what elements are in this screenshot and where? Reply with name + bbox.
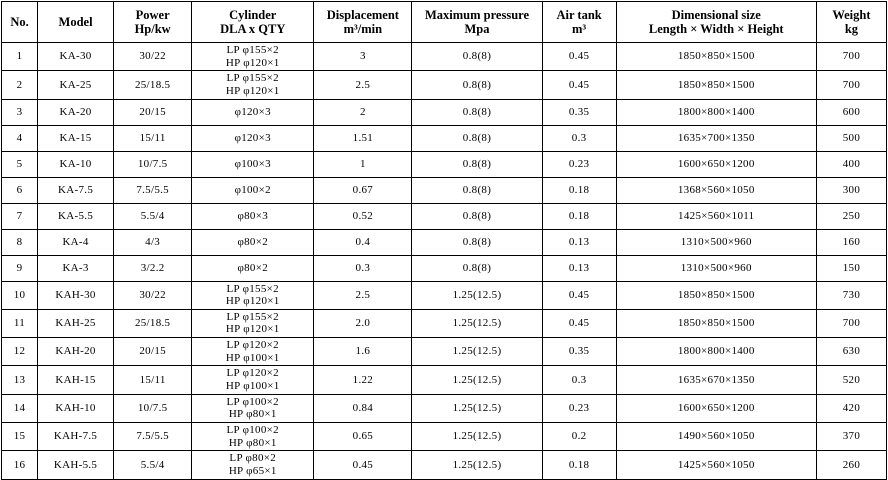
cell-displacement: 2.0 (314, 309, 412, 337)
cell-power: 7.5/5.5 (114, 177, 192, 203)
cell-maximum-pressure: 0.8(8) (412, 151, 542, 177)
cell-displacement: 0.4 (314, 229, 412, 255)
cell-displacement: 2.5 (314, 281, 412, 309)
cell-weight: 300 (816, 177, 886, 203)
column-header-cylinder (192, 2, 314, 43)
cell-cylinder-line: φ100×2 (234, 183, 271, 196)
cell-cylinder-line: LP φ100×2 (226, 423, 279, 436)
cell-power: 25/18.5 (114, 309, 192, 337)
cell-maximum-pressure: 0.8(8) (412, 177, 542, 203)
cell-displacement: 0.65 (314, 422, 412, 450)
cell-air-tank: 0.45 (542, 281, 616, 309)
column-header-dimensional-size (616, 2, 816, 43)
cell-maximum-pressure: 0.8(8) (412, 229, 542, 255)
cell-dimensional-size: 1850×850×1500 (616, 71, 816, 99)
column-header-displacement-line2: m³/min (343, 22, 383, 36)
cell-air-tank: 0.45 (542, 71, 616, 99)
column-header-weight-line1: Weight (832, 7, 871, 22)
cell-air-tank: 0.2 (542, 422, 616, 450)
cell-cylinder-line: HP φ100×1 (225, 351, 280, 364)
cell-displacement: 2.5 (314, 71, 412, 99)
cell-weight: 630 (816, 338, 886, 366)
cell-weight: 160 (816, 229, 886, 255)
cell-air-tank: 0.23 (542, 394, 616, 422)
cell-model: KA-20 (38, 99, 114, 125)
cell-cylinder-line: φ120×3 (234, 105, 271, 118)
cell-air-tank: 0.45 (542, 309, 616, 337)
cell-weight: 700 (816, 309, 886, 337)
cell-power: 20/15 (114, 338, 192, 366)
table-row (2, 451, 887, 479)
cell-cylinder-line: φ120×3 (234, 131, 271, 144)
cell-cylinder-line: φ100×3 (234, 157, 271, 170)
cell-air-tank: 0.13 (542, 255, 616, 281)
cell-cylinder-line: φ80×2 (237, 261, 269, 274)
cell-displacement: 2 (314, 99, 412, 125)
cell-cylinder (192, 125, 314, 151)
table-row (2, 71, 887, 99)
cell-air-tank: 0.3 (542, 366, 616, 394)
cell-dimensional-size: 1425×560×1050 (616, 451, 816, 479)
cell-cylinder-line: LP φ155×2 (226, 282, 279, 295)
cell-maximum-pressure: 0.8(8) (412, 71, 542, 99)
cell-cylinder (192, 203, 314, 229)
cell-cylinder (192, 99, 314, 125)
cell-cylinder-line: φ80×2 (237, 235, 269, 248)
column-header-dimensional-size-line1: Dimensional size (671, 7, 761, 22)
cell-weight: 250 (816, 203, 886, 229)
cell-cylinder (192, 309, 314, 337)
table-row (2, 281, 887, 309)
cell-power: 15/11 (114, 125, 192, 151)
column-header-dimensional-size-line2: Length × Width × Height (648, 22, 784, 36)
cell-maximum-pressure: 1.25(12.5) (412, 281, 542, 309)
cell-model: KAH-30 (38, 281, 114, 309)
cell-no: 8 (2, 229, 38, 255)
table-row (2, 99, 887, 125)
cell-dimensional-size: 1425×560×1011 (616, 203, 816, 229)
column-header-no-line1: No. (10, 14, 29, 29)
cell-cylinder-line: φ80×3 (237, 209, 269, 222)
cell-dimensional-size: 1850×850×1500 (616, 309, 816, 337)
cell-no: 14 (2, 394, 38, 422)
cell-air-tank: 0.13 (542, 229, 616, 255)
cell-model: KAH-7.5 (38, 422, 114, 450)
cell-no: 2 (2, 71, 38, 99)
cell-power: 30/22 (114, 43, 192, 71)
cell-model: KA-15 (38, 125, 114, 151)
cell-dimensional-size: 1310×500×960 (616, 229, 816, 255)
cell-model: KA-4 (38, 229, 114, 255)
cell-cylinder (192, 71, 314, 99)
column-header-displacement (314, 2, 412, 43)
cell-air-tank: 0.18 (542, 177, 616, 203)
cell-power: 10/7.5 (114, 394, 192, 422)
cell-model: KA-5.5 (38, 203, 114, 229)
cell-cylinder (192, 229, 314, 255)
cell-displacement: 1.22 (314, 366, 412, 394)
column-header-power (114, 2, 192, 43)
cell-weight: 730 (816, 281, 886, 309)
cell-dimensional-size: 1490×560×1050 (616, 422, 816, 450)
cell-weight: 420 (816, 394, 886, 422)
column-header-air-tank-line1: Air tank (556, 7, 602, 22)
cell-no: 10 (2, 281, 38, 309)
cell-model: KAH-20 (38, 338, 114, 366)
cell-weight: 600 (816, 99, 886, 125)
cell-displacement: 1.6 (314, 338, 412, 366)
cell-power: 25/18.5 (114, 71, 192, 99)
column-header-air-tank (542, 2, 616, 43)
cell-cylinder-line: LP φ120×2 (226, 367, 279, 380)
cell-no: 15 (2, 422, 38, 450)
cell-cylinder (192, 255, 314, 281)
table-row (2, 309, 887, 337)
cell-cylinder (192, 394, 314, 422)
cell-cylinder-line: HP φ120×1 (225, 56, 280, 69)
cell-power: 5.5/4 (114, 203, 192, 229)
cell-displacement: 3 (314, 43, 412, 71)
cell-maximum-pressure: 0.8(8) (412, 43, 542, 71)
cell-cylinder-line: LP φ155×2 (226, 72, 279, 85)
cell-dimensional-size: 1310×500×960 (616, 255, 816, 281)
cell-cylinder (192, 366, 314, 394)
cell-model: KAH-15 (38, 366, 114, 394)
cell-no: 12 (2, 338, 38, 366)
table-row (2, 366, 887, 394)
cell-cylinder (192, 151, 314, 177)
cell-dimensional-size: 1800×800×1400 (616, 99, 816, 125)
cell-cylinder (192, 177, 314, 203)
cell-weight: 400 (816, 151, 886, 177)
column-header-maximum-pressure-line1: Maximum pressure (424, 7, 530, 22)
cell-maximum-pressure: 1.25(12.5) (412, 394, 542, 422)
cell-cylinder (192, 451, 314, 479)
cell-cylinder-line: LP φ120×2 (226, 339, 279, 352)
cell-model: KAH-25 (38, 309, 114, 337)
table-row (2, 338, 887, 366)
cell-dimensional-size: 1600×650×1200 (616, 394, 816, 422)
cell-dimensional-size: 1600×650×1200 (616, 151, 816, 177)
column-header-cylinder-line1: Cylinder (229, 7, 277, 22)
cell-power: 30/22 (114, 281, 192, 309)
cell-no: 11 (2, 309, 38, 337)
cell-cylinder (192, 422, 314, 450)
cell-weight: 150 (816, 255, 886, 281)
cell-displacement: 0.84 (314, 394, 412, 422)
cell-no: 5 (2, 151, 38, 177)
cell-dimensional-size: 1850×850×1500 (616, 281, 816, 309)
cell-dimensional-size: 1800×800×1400 (616, 338, 816, 366)
cell-weight: 700 (816, 71, 886, 99)
cell-model: KA-3 (38, 255, 114, 281)
cell-weight: 520 (816, 366, 886, 394)
cell-model: KAH-10 (38, 394, 114, 422)
cell-no: 13 (2, 366, 38, 394)
cell-maximum-pressure: 1.25(12.5) (412, 309, 542, 337)
table-row (2, 125, 887, 151)
cell-maximum-pressure: 1.25(12.5) (412, 422, 542, 450)
cell-maximum-pressure: 1.25(12.5) (412, 366, 542, 394)
cell-air-tank: 0.18 (542, 451, 616, 479)
specification-table (1, 1, 887, 480)
table-row (2, 255, 887, 281)
cell-maximum-pressure: 1.25(12.5) (412, 451, 542, 479)
cell-maximum-pressure: 0.8(8) (412, 255, 542, 281)
cell-air-tank: 0.23 (542, 151, 616, 177)
cell-cylinder-line: HP φ120×1 (225, 84, 280, 97)
column-header-model (38, 2, 114, 43)
cell-power: 10/7.5 (114, 151, 192, 177)
cell-power: 7.5/5.5 (114, 422, 192, 450)
column-header-cylinder-line2: DLA x QTY (220, 22, 286, 36)
cell-maximum-pressure: 0.8(8) (412, 203, 542, 229)
table-header-row (2, 2, 887, 43)
column-header-power-line2: Hp/kw (134, 22, 171, 36)
cell-power: 3/2.2 (114, 255, 192, 281)
cell-displacement: 1 (314, 151, 412, 177)
cell-cylinder-line: LP φ155×2 (226, 310, 279, 323)
cell-no: 7 (2, 203, 38, 229)
cell-displacement: 0.45 (314, 451, 412, 479)
cell-cylinder-line: HP φ120×1 (225, 295, 280, 308)
cell-dimensional-size: 1368×560×1050 (616, 177, 816, 203)
cell-power: 4/3 (114, 229, 192, 255)
cell-model: KA-30 (38, 43, 114, 71)
cell-weight: 260 (816, 451, 886, 479)
cell-power: 5.5/4 (114, 451, 192, 479)
cell-no: 9 (2, 255, 38, 281)
cell-cylinder-line: HP φ80×1 (228, 408, 277, 421)
cell-air-tank: 0.35 (542, 338, 616, 366)
cell-displacement: 0.67 (314, 177, 412, 203)
cell-model: KA-10 (38, 151, 114, 177)
column-header-maximum-pressure (412, 2, 542, 43)
cell-displacement: 0.3 (314, 255, 412, 281)
cell-weight: 500 (816, 125, 886, 151)
cell-weight: 370 (816, 422, 886, 450)
cell-cylinder (192, 43, 314, 71)
table-row (2, 43, 887, 71)
column-header-weight (816, 2, 886, 43)
table-row (2, 151, 887, 177)
table-row (2, 229, 887, 255)
cell-cylinder-line: LP φ80×2 (229, 452, 277, 465)
cell-no: 16 (2, 451, 38, 479)
cell-cylinder-line: HP φ120×1 (225, 323, 280, 336)
cell-model: KA-25 (38, 71, 114, 99)
cell-dimensional-size: 1635×670×1350 (616, 366, 816, 394)
cell-maximum-pressure: 0.8(8) (412, 99, 542, 125)
cell-maximum-pressure: 0.8(8) (412, 125, 542, 151)
cell-cylinder-line: HP φ80×1 (228, 436, 277, 449)
cell-air-tank: 0.3 (542, 125, 616, 151)
column-header-air-tank-line2: m³ (572, 22, 587, 36)
cell-displacement: 0.52 (314, 203, 412, 229)
cell-cylinder-line: LP φ155×2 (226, 44, 279, 56)
column-header-no (2, 2, 38, 43)
cell-no: 3 (2, 99, 38, 125)
cell-cylinder (192, 281, 314, 309)
cell-cylinder (192, 338, 314, 366)
cell-cylinder-line: HP φ100×1 (225, 380, 280, 393)
cell-dimensional-size: 1635×700×1350 (616, 125, 816, 151)
cell-no: 4 (2, 125, 38, 151)
column-header-power-line1: Power (135, 7, 170, 22)
column-header-weight-line2: kg (844, 22, 859, 36)
table-body (2, 43, 887, 480)
cell-dimensional-size: 1850×850×1500 (616, 43, 816, 71)
cell-model: KA-7.5 (38, 177, 114, 203)
table-row (2, 422, 887, 450)
column-header-displacement-line1: Displacement (326, 7, 399, 22)
table-row (2, 203, 887, 229)
cell-air-tank: 0.45 (542, 43, 616, 71)
table-header (2, 2, 887, 43)
cell-cylinder-line: HP φ65×1 (228, 464, 277, 477)
table-row (2, 177, 887, 203)
cell-maximum-pressure: 1.25(12.5) (412, 338, 542, 366)
column-header-model-line1: Model (58, 14, 93, 29)
cell-displacement: 1.51 (314, 125, 412, 151)
cell-no: 1 (2, 43, 38, 71)
cell-cylinder-line: LP φ100×2 (226, 395, 279, 408)
cell-no: 6 (2, 177, 38, 203)
cell-air-tank: 0.35 (542, 99, 616, 125)
cell-weight: 700 (816, 43, 886, 71)
cell-model: KAH-5.5 (38, 451, 114, 479)
cell-air-tank: 0.18 (542, 203, 616, 229)
column-header-maximum-pressure-line2: Mpa (464, 22, 490, 36)
cell-power: 20/15 (114, 99, 192, 125)
cell-power: 15/11 (114, 366, 192, 394)
table-row (2, 394, 887, 422)
